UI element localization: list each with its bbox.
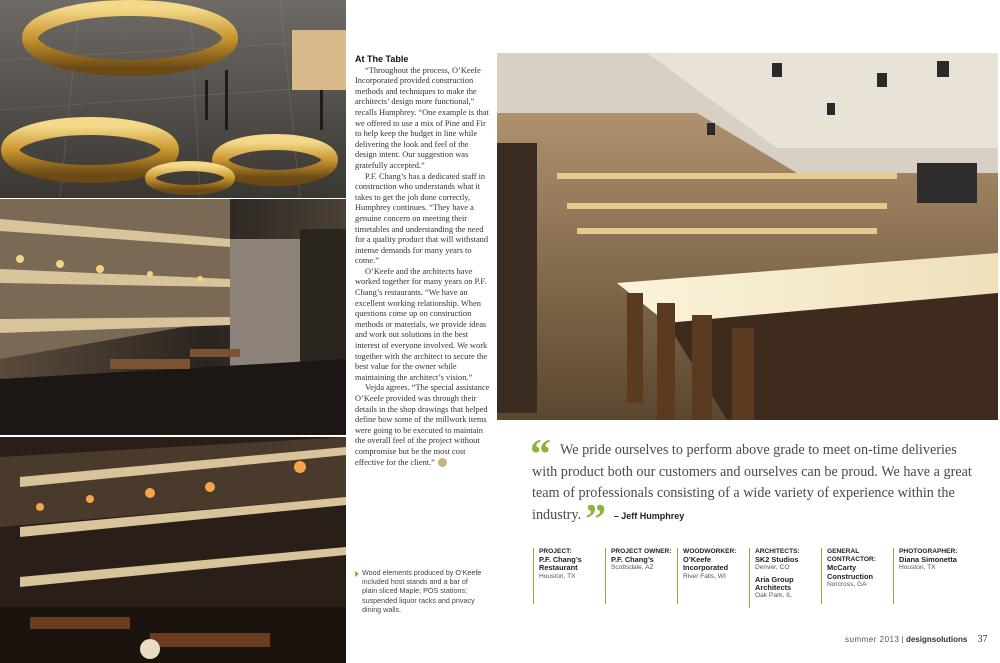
credit-location: Houston, TX (899, 564, 936, 572)
photo-ring-chandeliers (0, 0, 346, 198)
credit-name: O’Keefe Incorporated (683, 555, 729, 573)
pull-quote (530, 432, 972, 543)
open-quote-icon: “ (530, 432, 551, 478)
credit-project (533, 548, 601, 604)
credit-location: River Falls, WI (683, 572, 726, 580)
credit-label: PROJECT OWNER: (611, 548, 672, 555)
credit-location-2: Oak Park, IL (755, 592, 792, 600)
credit-general-contractor (821, 548, 889, 604)
project-credits (527, 548, 997, 608)
credit-label: PROJECT: (539, 548, 572, 555)
article-paragraph-2: P.F. Chang’s has a dedicated staff in construction who understands what it takes to get the job done correctly, Humphrey continues. “They have a genuine concern on meeting their timetables and understanding the need for a quality product that will withstand intense demands for many years to come.” (355, 171, 489, 266)
credit-woodworker (677, 548, 745, 604)
article-paragraph-1: “Throughout the process, O’Keefe Incorporated provided construction methods and techniques to make the architects’ design more functional,” recalls Humphrey. “One example is that we offered to use a mix of Pine and Fir to help keep the budget in line while delivering the look and feel of the design intent. Our suggestion was gratefully accepted.” (355, 65, 489, 170)
article-paragraph-4-text: Vejda agrees. “The special assistance O’Keefe provided was through their details in the shop drawings that helped define how some of the millwork items were going to be executed to maintain the overall feel of the project without compromise but be the most cost effective for the client.” (355, 383, 490, 467)
credit-project-owner (605, 548, 673, 604)
credit-location: Norcross, GA (827, 580, 867, 588)
photo-caption (355, 568, 485, 614)
credit-photographer (893, 548, 969, 604)
credit-name: McCarty Construction (827, 563, 873, 581)
caption-arrow-icon (355, 571, 359, 577)
end-mark-icon (438, 458, 447, 467)
photo-dining-room (0, 199, 346, 435)
photo-booth-seating (0, 437, 346, 663)
credit-label: ARCHITECTS: (755, 548, 800, 555)
credit-name-2: Aria Group Architects (755, 574, 794, 592)
credit-label: PHOTOGRAPHER: (899, 548, 958, 555)
credit-architects (749, 548, 817, 608)
credit-name: P.F. Chang’s Restaurant (539, 555, 582, 573)
page-number: 37 (977, 634, 988, 645)
caption-text: Wood elements produced by O’Keefe included host stands and a bar of plain sliced Maple; POS stations; suspended liquor racks and privacy dining walls. (362, 568, 482, 614)
credit-location: Denver, CO (755, 564, 790, 572)
credit-label: WOODWORKER: (683, 548, 737, 555)
footer-brand: designsolutions (905, 635, 968, 644)
footer-season: summer 2013 (845, 635, 900, 644)
article-column (355, 54, 490, 468)
credit-name: SK2 Studios (755, 555, 799, 565)
photo-maple-bar (497, 53, 998, 420)
article-heading: At The Table (355, 54, 409, 64)
credit-label: GENERAL CONTRACTOR: (827, 548, 876, 564)
article-paragraph-3: O’Keefe and the architects have worked together for many years on P.F. Chang’s restaurants. “We have an excellent working relationship. When questions come up on construction methods or materials, we provide ideas and work out solutions in the best interest of everyone involved. We work together with the architect to secure the best value for the owner while maintaining the architect’s vision.” (355, 266, 488, 382)
credit-name: P.F. Chang’s (611, 555, 654, 565)
close-quote-icon: ” (585, 496, 607, 543)
article-paragraph-4 (355, 383, 490, 468)
page-footer: summer 2013 | designsolutions 37 (845, 634, 988, 645)
quote-text: We pride ourselves to perform above grade to meet on-time deliveries with product both our customers and ourselves can be proud. We have a great team of professionals consisting of a wide variety of experience within the industry. (532, 442, 972, 523)
credit-location: Houston, TX (539, 572, 576, 580)
quote-attribution: – Jeff Humphrey (613, 510, 685, 521)
credit-name: Diana Simonetta (899, 555, 957, 565)
credit-location: Scottsdale, AZ (611, 564, 654, 572)
